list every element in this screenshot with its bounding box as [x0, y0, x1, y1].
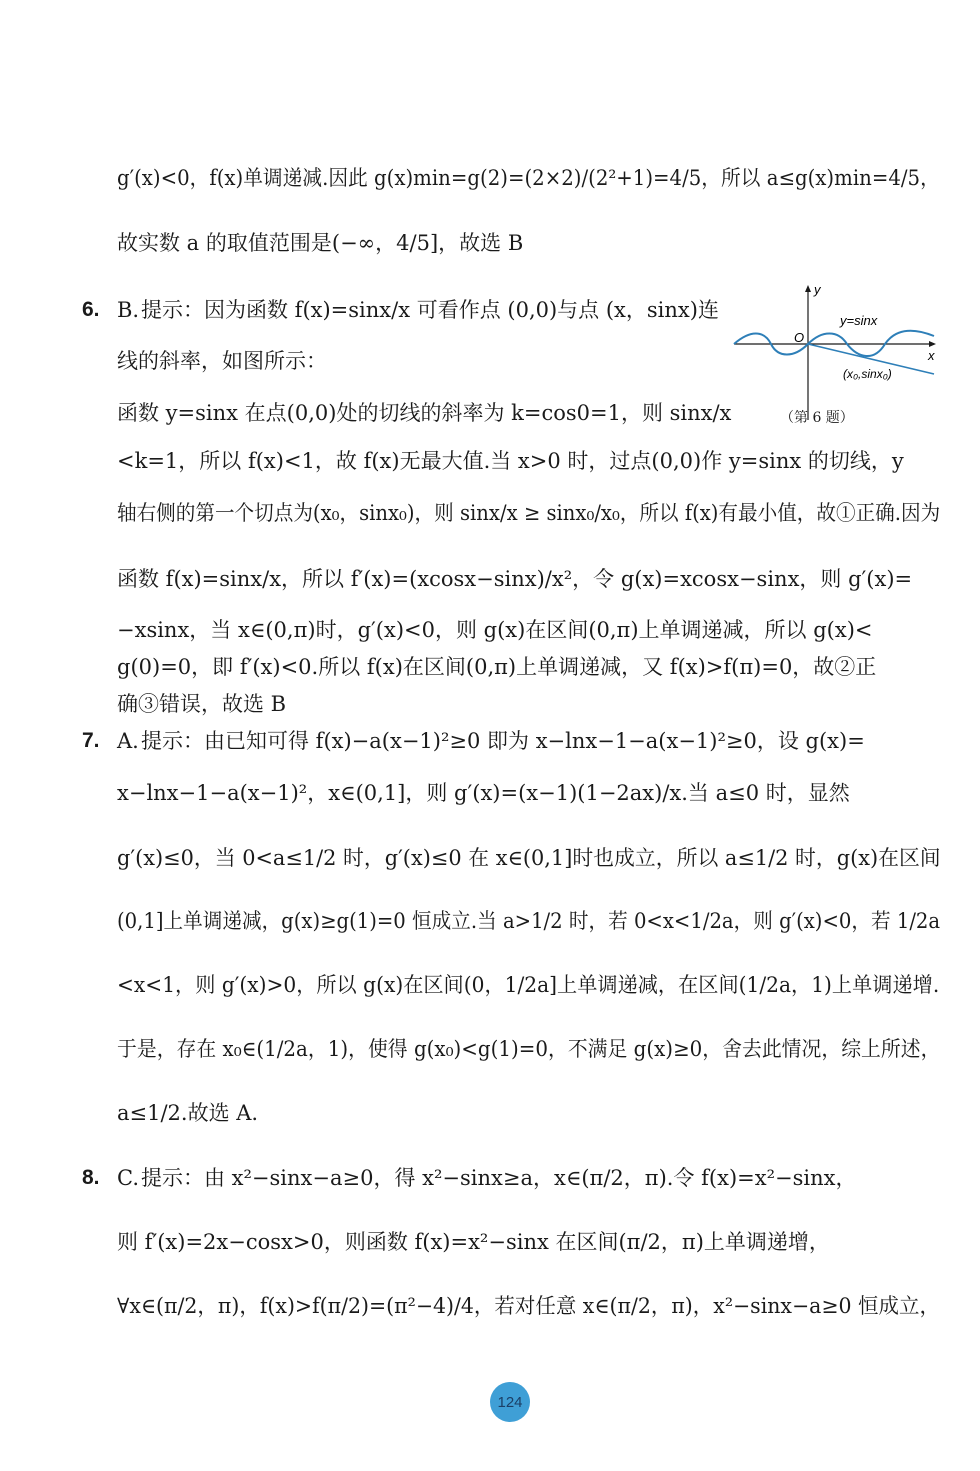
item-answer: B.	[117, 298, 140, 322]
item-number: 7.	[82, 729, 100, 752]
text-line: 提示：由 x²−sinx−a≥0，得 x²−sinx≥a，x∈(π/2，π).令 f(x)=x²−sinx，	[141, 1166, 857, 1190]
y-axis-arrow	[805, 285, 811, 292]
curve-label: y=sinx	[840, 313, 878, 328]
text-line: x−lnx−1−a(x−1)²，x∈(0,1]，则 g′(x)=(x−1)(1−2ax)/x.当 a≤0 时，显然	[117, 781, 850, 805]
text-line: g(0)=0，即 f′(x)<0.所以 f(x)在区间(0,π)上单调递减，又 f(x)>f(π)=0，故②正	[117, 655, 877, 679]
x-axis-arrow	[929, 341, 936, 347]
text-line: <k=1，所以 f(x)<1，故 f(x)无最大值.当 x>0 时，过点(0,0)作 y=sinx 的切线，y	[117, 449, 904, 473]
text-line: g′(x)≤0，当 0<a≤1/2 时，g′(x)≤0 在 x∈(0,1]时也成立，所以 a≤1/2 时，g(x)在区间	[117, 846, 941, 870]
text-line: a≤1/2.故选 A.	[117, 1101, 259, 1125]
page-number: 124	[490, 1382, 530, 1422]
x-axis-label: x	[928, 348, 935, 363]
item-answer: C.	[117, 1166, 139, 1190]
text-line: 提示：因为函数 f(x)=sinx/x 可看作点 (0,0)与点 (x，sinx)连	[141, 298, 719, 322]
item-number: 8.	[82, 1166, 100, 1189]
text-line: 函数 f(x)=sinx/x，所以 f′(x)=(xcosx−sinx)/x²，令 g(x)=xcosx−sinx，则 g′(x)=	[117, 567, 913, 591]
text-line: <x<1，则 g′(x)>0，所以 g(x)在区间(0，1/2a]上单调递减，在区间(1/2a，1)上单调递增.	[117, 973, 940, 997]
text-line: −xsinx，当 x∈(0,π)时，g′(x)<0，则 g(x)在区间(0,π)上单调递减，所以 g(x)<	[117, 618, 873, 642]
text-line: 函数 y=sinx 在点(0,0)处的切线的斜率为 k=cos0=1，则 sinx/x	[117, 401, 732, 425]
text-line: 线的斜率，如图所示：	[117, 349, 327, 373]
tangent-point-label: (x₀,sinx₀)	[843, 367, 892, 381]
origin-label: O	[794, 330, 805, 345]
figure-caption: （第 6 题）	[780, 410, 854, 426]
item-number: 6.	[82, 298, 100, 321]
text-line: 则 f′(x)=2x−cosx>0，则函数 f(x)=x²−sinx 在区间(π/2，π)上单调递增，	[117, 1230, 830, 1254]
text-line: 轴右侧的第一个切点为(x₀，sinx₀)，则 sinx/x ≥ sinx₀/x₀，所以 f(x)有最小值，故①正确.因为	[117, 501, 941, 525]
text-line: (0,1]上单调递减，g(x)≥g(1)=0 恒成立.当 a>1/2 时，若 0<x<1/2a，则 g′(x)<0，若 1/2a	[117, 909, 941, 933]
text-line: 故实数 a 的取值范围是(−∞，4/5]，故选 B	[117, 231, 524, 255]
sine-curve	[734, 331, 934, 356]
text-line: g′(x)<0，f(x)单调递减.因此 g(x)min=g(2)=(2×2)/(2²+1)=4/5，所以 a≤g(x)min=4/5，	[117, 166, 940, 190]
item-answer: A.	[117, 729, 139, 753]
text-line: 提示：由已知可得 f(x)−a(x−1)²≥0 即为 x−lnx−1−a(x−1)²≥0，设 g(x)=	[141, 729, 865, 753]
text-line: 确③错误，故选 B	[117, 692, 287, 716]
text-line: 于是，存在 x₀∈(1/2a，1)，使得 g(x₀)<g(1)=0，不满足 g(x)≥0，舍去此情况，综上所述，	[117, 1037, 941, 1061]
text-line: ∀x∈(π/2，π)，f(x)>f(π/2)=(π²−4)/4，若对任意 x∈(π/2，π)，x²−sinx−a≥0 恒成立，	[117, 1294, 940, 1318]
y-axis-label: y	[814, 282, 821, 297]
